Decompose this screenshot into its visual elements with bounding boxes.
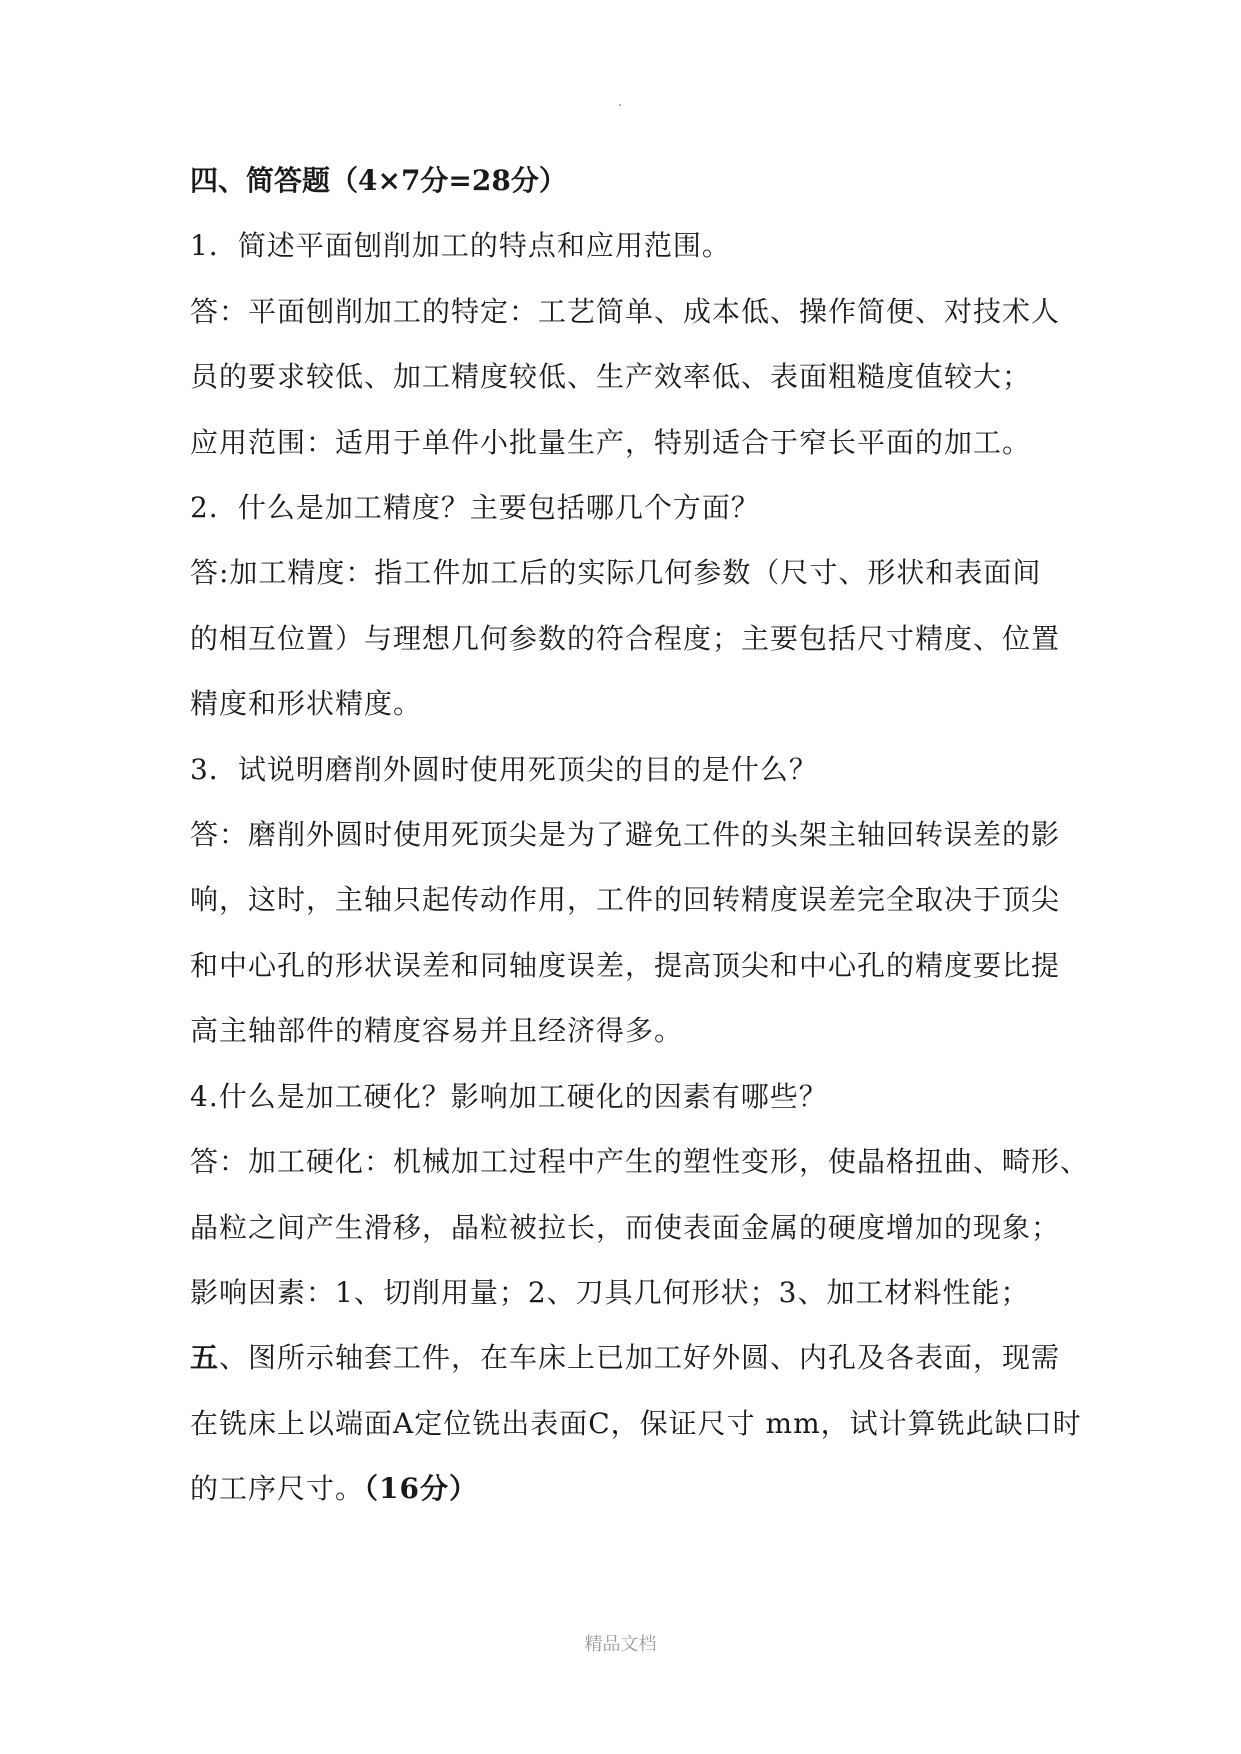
answer-1-line-3: 应用范围：适用于单件小批量生产，特别适合于窄长平面的加工。 (190, 425, 1032, 459)
section-5-line-1-text: 、图所示轴套工件，在车床上已加工好外圆、内孔及各表面，现需 (219, 1341, 1061, 1375)
page-dot (619, 104, 621, 106)
answer-2-line-1: 答:加工精度：指工件加工后的实际几何参数（尺寸、形状和表面间 (190, 556, 1042, 590)
section-5-line-2: 在铣床上以端面A定位铣出表面C，保证尺寸 mm，试计算铣此缺口时 (190, 1406, 1082, 1440)
section-5-line-1 (190, 1325, 1060, 1390)
answer-4-line-2: 晶粒之间产生滑移，晶粒被拉长，而使表面金属的硬度增加的现象； (190, 1210, 1061, 1244)
answer-4-line-1: 答：加工硬化：机械加工过程中产生的塑性变形，使晶格扭曲、畸形、 (190, 1145, 1090, 1179)
question-3: 3．试说明磨削外圆时使用死顶尖的目的是什么？ (190, 752, 818, 786)
page-footer: 精品文档 (584, 1634, 657, 1655)
section-5-line-3-text: 的工序尺寸。 (190, 1472, 365, 1506)
answer-3-line-3: 和中心孔的形状误差和同轴度误差，提高顶尖和中心孔的精度要比提 (190, 948, 1061, 982)
document-body (190, 148, 1090, 1522)
section-4-title: 四、简答题（4×7分=28分） (190, 164, 567, 197)
answer-2-line-3: 精度和形状精度。 (190, 687, 423, 721)
section-5-points: （16分） (364, 1472, 478, 1506)
answer-1-line-2: 员的要求较低、加工精度较低、生产效率低、表面粗糙度值较大； (190, 360, 1032, 394)
answer-3-line-2: 响，这时，主轴只起传动作用，工件的回转精度误差完全取决于顶尖 (190, 883, 1061, 917)
question-4: 4.什么是加工硬化？影响加工硬化的因素有哪些？ (190, 1079, 828, 1113)
answer-1-line-1: 答：平面刨削加工的特定：工艺简单、成本低、操作简便、对技术人 (190, 294, 1061, 328)
answer-3-line-1: 答：磨削外圆时使用死顶尖是为了避免工件的头架主轴回转误差的影 (190, 818, 1061, 852)
answer-4-line-3: 影响因素：1、切削用量；2、刀具几何形状；3、加工材料性能； (190, 1275, 1030, 1309)
question-1: 1．简述平面刨削加工的特点和应用范围。 (190, 229, 731, 263)
question-2: 2．什么是加工精度？主要包括哪几个方面？ (190, 491, 760, 525)
answer-3-line-4: 高主轴部件的精度容易并且经济得多。 (190, 1014, 684, 1048)
answer-2-line-2: 的相互位置）与理想几何参数的符合程度；主要包括尺寸精度、位置 (190, 621, 1061, 655)
section-5-line-3 (190, 1456, 1060, 1521)
section-5-number: 五 (190, 1341, 220, 1375)
